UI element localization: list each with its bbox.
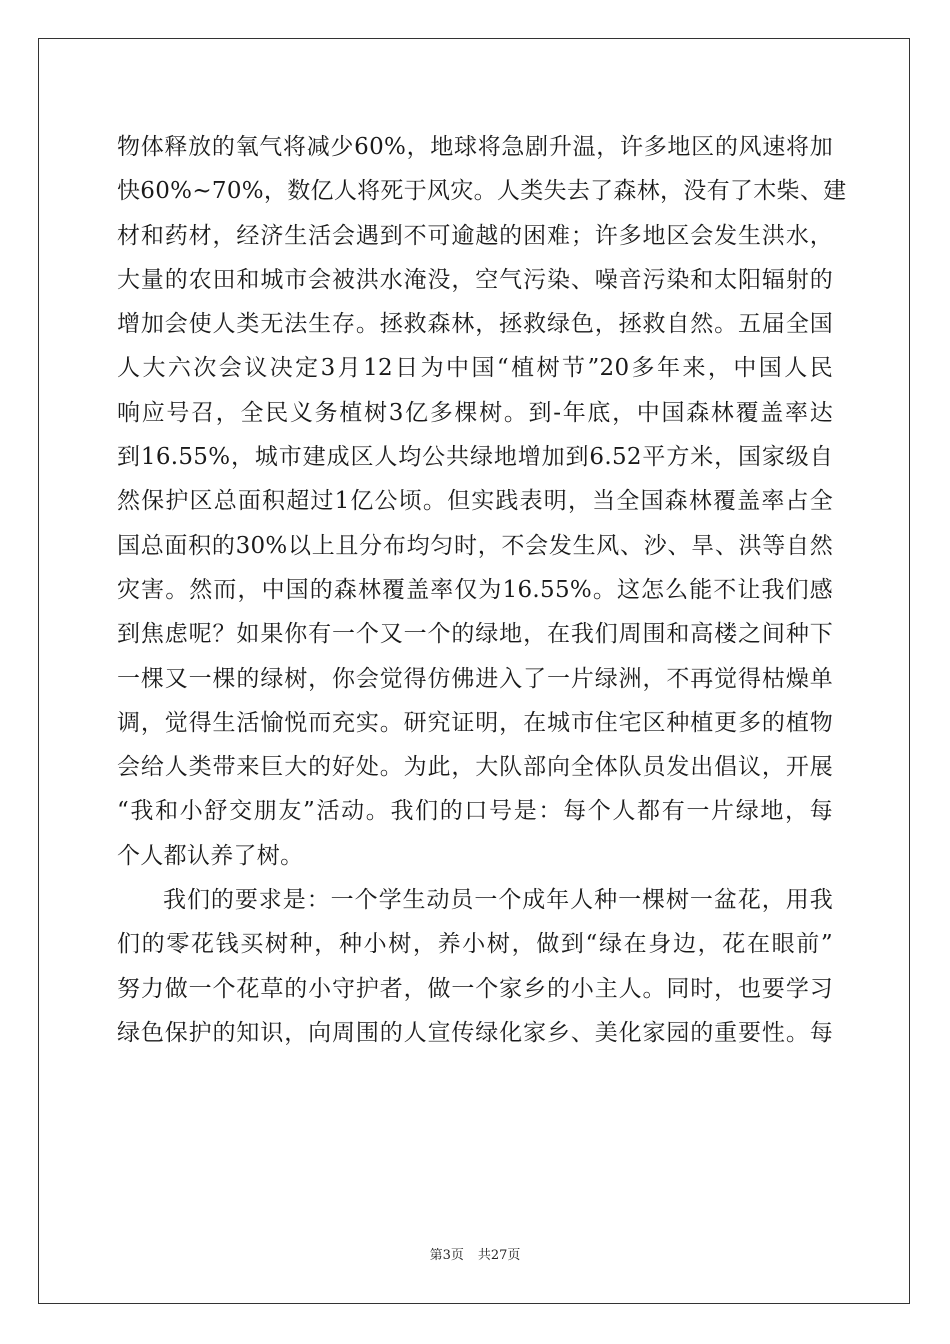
text-line: 国总面积的30%以上且分布均匀时，不会发生风、沙、旱、洪等自然 xyxy=(117,532,833,559)
text-line: 们的零花钱买树种，种小树，养小树，做到“绿在身边，花在眼前” xyxy=(117,931,833,958)
text-line: 到焦虑呢？如果你有一个又一个的绿地，在我们周围和高楼之间种下 xyxy=(117,621,833,648)
text-line: 灾害。然而，中国的森林覆盖率仅为16.55%。这怎么能不让我们感 xyxy=(117,576,833,603)
text-line: 努力做一个花草的小守护者，做一个家乡的小主人。同时，也要学习 xyxy=(117,975,833,1002)
current-page-label: 第3页 xyxy=(429,1248,464,1263)
text-line: 响应号召，全民义务植树3亿多棵树。到-年底，中国森林覆盖率达 xyxy=(117,399,833,426)
paragraph-2 xyxy=(117,878,833,1055)
text-line: 人大六次会议决定3月12日为中国“植树节”20多年来，中国人民 xyxy=(117,355,833,382)
text-line: “我和小舒交朋友”活动。我们的口号是：每个人都有一片绿地，每 xyxy=(117,798,833,825)
paragraph-1 xyxy=(117,125,847,878)
text-line: 然保护区总面积超过1亿公顷。但实践表明，当全国森林覆盖率占全 xyxy=(117,488,833,515)
page-footer xyxy=(0,1244,950,1263)
text-line: 个人都认养了树。 xyxy=(117,842,304,869)
text-line: 物体释放的氧气将减少60%，地球将急剧升温，许多地区的风速将加 xyxy=(117,134,833,160)
text-line: 到16.55%，城市建成区人均公共绿地增加到6.52平方米，国家级自 xyxy=(117,444,833,471)
text-line: 材和药材，经济生活会遇到不可逾越的困难；许多地区会发生洪水， xyxy=(117,222,833,249)
document-body xyxy=(117,125,847,1055)
text-line: 我们的要求是：一个学生动员一个成年人种一棵树一盆花，用我 xyxy=(163,887,833,914)
text-line: 快60%~70%，数亿人将死于风灾。人类失去了森林，没有了木柴、建 xyxy=(117,178,847,205)
total-pages-label: 共27页 xyxy=(477,1248,521,1263)
text-line: 调，觉得生活愉悦而充实。研究证明，在城市住宅区种植更多的植物 xyxy=(117,709,833,736)
text-line: 增加会使人类无法生存。拯救森林，拯救绿色，拯救自然。五届全国 xyxy=(117,311,833,338)
text-line: 大量的农田和城市会被洪水淹没，空气污染、噪音污染和太阳辐射的 xyxy=(117,266,833,293)
text-line: 绿色保护的知识，向周围的人宣传绿化家乡、美化家园的重要性。每 xyxy=(117,1019,833,1046)
text-line: 一棵又一棵的绿树，你会觉得仿佛进入了一片绿洲，不再觉得枯燥单 xyxy=(117,665,833,692)
text-line: 会给人类带来巨大的好处。为此，大队部向全体队员发出倡议，开展 xyxy=(117,754,833,781)
